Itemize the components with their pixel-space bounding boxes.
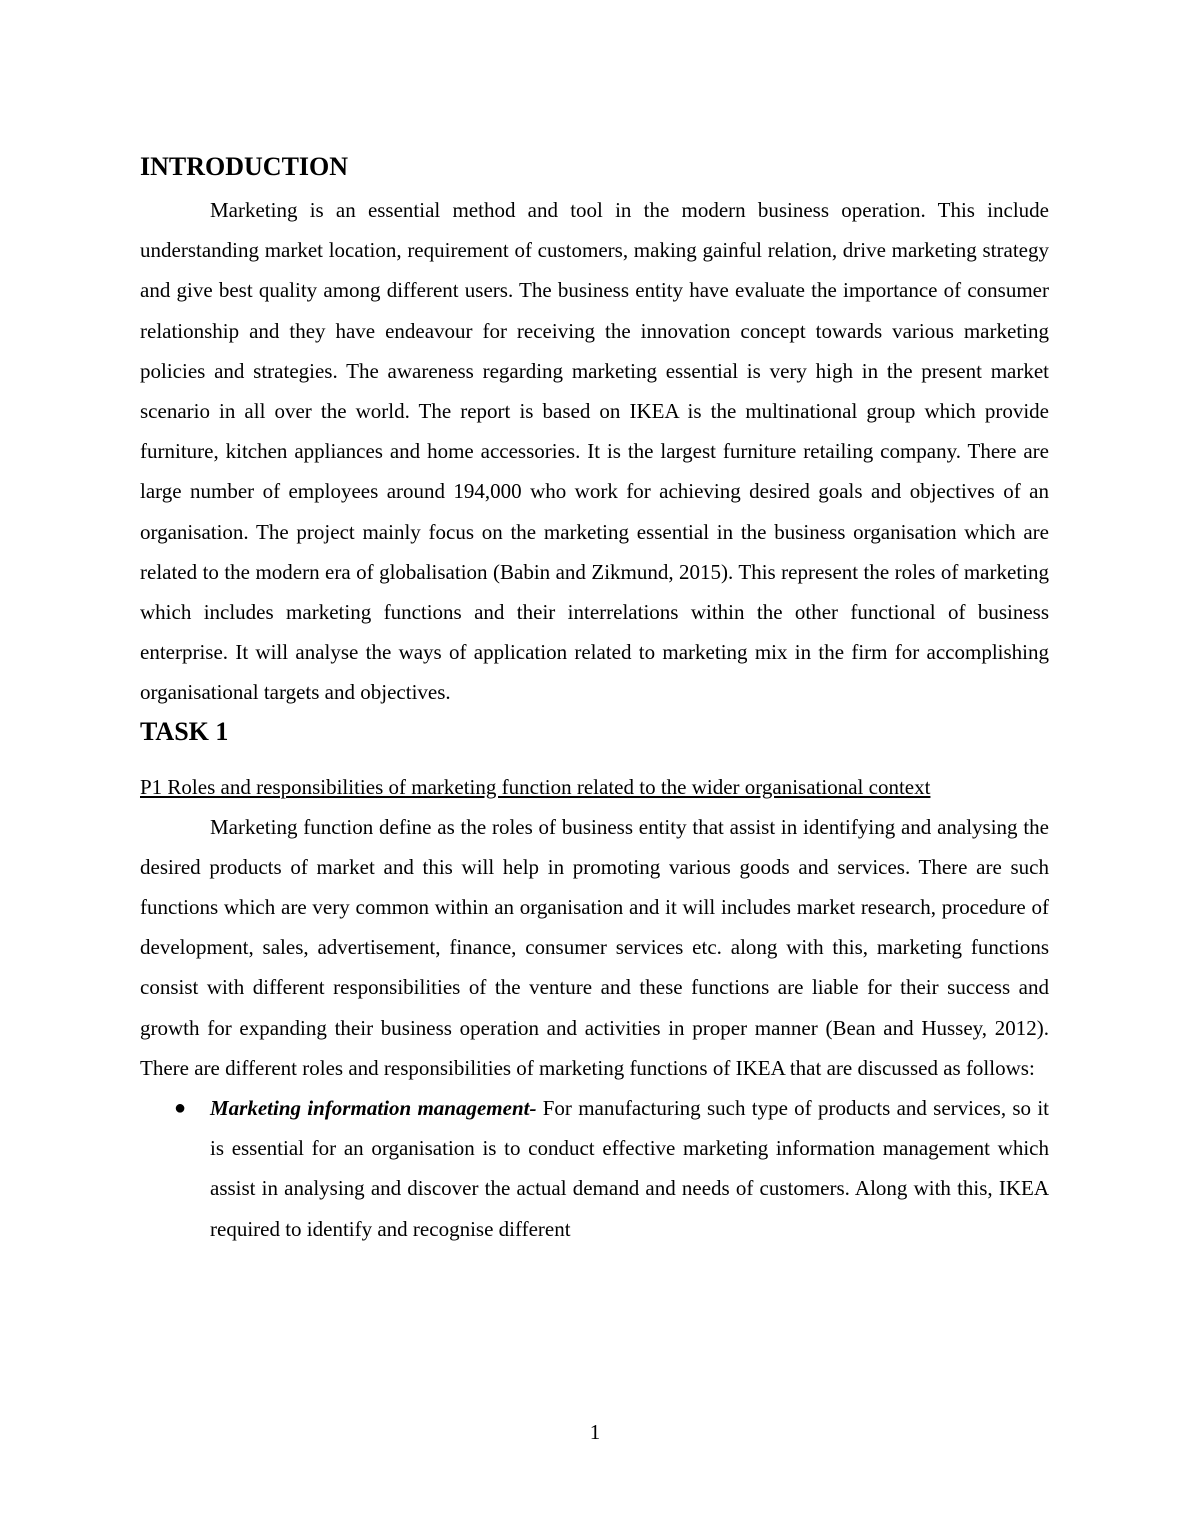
- page-number: 1: [589, 1420, 601, 1444]
- task-1-heading: TASK 1: [140, 716, 229, 746]
- introduction-paragraph: Marketing is an essential method and tool in the modern business operation. This include understanding market location, requirement of customers, making gainful relation, drive marketing strategy and give best quality among different users. The business entity have evaluate the importance of consumer relationship and they have endeavour for receiving the innovation concept towards various marketing policies and strategies. The awareness regarding marketing essential is very high in the present market scenario in all over the world. The report is based on IKEA is the multinational group which provide furniture, kitchen appliances and home accessories. It is the largest furniture retailing company. There are large number of employees around 194,000 who work for achieving desired goals and objectives of an organisation. The project mainly focus on the marketing essential in the business organisation which are related to the modern era of globalisation (Babin and Zikmund, 2015). This represent the roles of marketing which includes marketing functions and their interrelations within the other functional of business enterprise. It will analyse the ways of application related to marketing mix in the firm for accomplishing organisational targets and objectives.: [140, 198, 1049, 705]
- p1-paragraph: Marketing function define as the roles of business entity that assist in identifying and analysing the desired products of market and this will help in promoting various goods and services. There are such functions which are very common within an organisation and it will includes market research, procedure of development, sales, advertisement, finance, consumer services etc. along with this, marketing functions consist with different responsibilities of the venture and these functions are liable for their success and growth for expanding their business operation and activities in proper manner (Bean and Hussey, 2012). There are different roles and responsibilities of marketing functions of IKEA that are discussed as follows:: [140, 814, 1049, 1080]
- bullet-term: Marketing information management-: [210, 1096, 537, 1121]
- page-content: [140, 148, 1049, 1249]
- introduction-heading: INTRODUCTION: [140, 152, 349, 181]
- p1-subheading: P1 Roles and responsibilities of marketing function related to the wider organisational context: [140, 774, 931, 799]
- list-item: [140, 1088, 1049, 1249]
- bullet-text: For manufacturing such type of products and services, so it is essential for an organisation is to conduct effective marketing information management which assist in analysing and discover the actual demand and needs of customers. Along with this, IKEA required to identify and recognise different: [210, 1096, 1049, 1241]
- bullet-list: [140, 1088, 1049, 1249]
- bullet-icon: ●: [174, 1097, 187, 1120]
